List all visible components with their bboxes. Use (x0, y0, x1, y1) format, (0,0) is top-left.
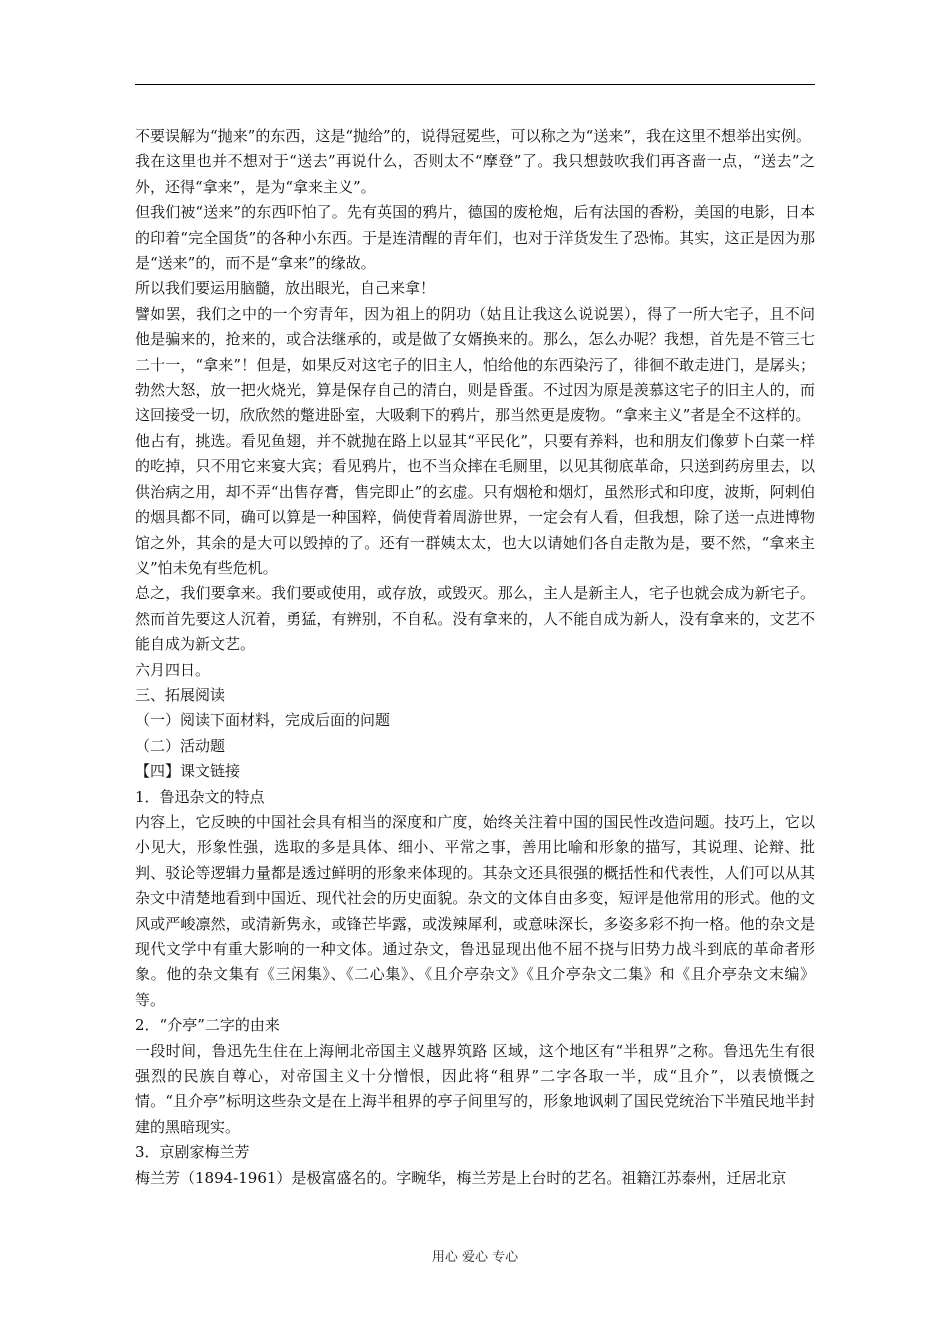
section-heading-extended-reading: 三、拓展阅读 (135, 685, 226, 704)
item-heading-1: 1．鲁迅杂文的特点 (135, 787, 265, 806)
paragraph-7: 总之，我们要拿来。我们要或使用，或存放，或毁灭。那么，主人是新主人，宅子也就会成为新宅子。然而首先要这人沉着，勇猛，有辨别，不自私。没有拿来的，人不能自成为新人，没有拿来的，文艺不能自成为新文艺。 (135, 584, 815, 654)
subsection-reading-material: （一）阅读下面材料，完成后面的问题 (135, 711, 391, 730)
paragraph-jieting-origin: 一段时间，鲁迅先生住在上海闸北帝国主义越界筑路 区域，这个地区有“半租界”之称。鲁迅先生有很强烈的民族自尊心，对帝国主义十分憎恨，因此将“租界”二字各取一半，成“且介”，以表愤慨之情。“且介亭”标明这些杂文是在上海半租界的亭子间里写的，形象地讽刺了国民党统治下半殖民地半封建的黑暗现实。 (135, 1041, 815, 1136)
header-rule (135, 84, 815, 85)
paragraph-2: 我在这里也并不想对于“送去”再说什么，否则太不“摩登”了。我只想鼓吹我们再吝啬一点，“送去”之外，还得“拿来”，是为“拿来主义”。 (135, 152, 815, 196)
date-line: 六月四日。 (135, 660, 211, 679)
item-heading-3: 3．京剧家梅兰芳 (135, 1143, 250, 1162)
section-heading-text-links: 【四】课文链接 (135, 762, 241, 781)
document-body (135, 124, 815, 1191)
subsection-activity: （二）活动题 (135, 736, 226, 755)
paragraph-4: 所以我们要运用脑髓，放出眼光，自己来拿！ (135, 279, 436, 298)
paragraph-1: 不要误解为“抛来”的东西，这是“抛给”的，说得冠冕些，可以称之为“送来”，我在这里不想举出实例。 (135, 127, 812, 145)
paragraph-5: 譬如罢，我们之中的一个穷青年，因为祖上的阴功（姑且让我这么说说罢），得了一所大宅子，且不问他是骗来的，抢来的，或合法继承的，或是做了女婿换来的。那么，怎么办呢？我想，首先是不管三七二十一，“拿来”！但是，如果反对这宅子的旧主人，怕给他的东西染污了，徘徊不敢走进门，是孱头；勃然大怒，放一把火烧光，算是保存自己的清白，则是昏蛋。不过因为原是羡慕这宅子的旧主人的，而这回接受一切，欣欣然的蹩进卧室，大吸剩下的鸦片，那当然更是废物。“拿来主义”者是全不这样的。 (135, 304, 815, 425)
paragraph-mei-lanfang: 梅兰芳（1894-1961）是极富盛名的。字畹华，梅兰芳是上台时的艺名。祖籍江苏泰州，迁居北京 (135, 1168, 787, 1187)
paragraph-luxun-essay-features: 内容上，它反映的中国社会具有相当的深度和广度，始终关注着中国的国民性改造问题。技巧上，它以小见大，形象性强，选取的多是具体、细小、平常之事，善用比喻和形象的描写，其说理、论辩、批判、驳论等逻辑力量都是透过鲜明的形象来体现的。其杂文还具很强的概括性和代表性，人们可以从其杂文中清楚地看到中国近、现代社会的历史面貌。杂文的文体自由多变，短评是他常用的形式。他的文风或严峻凛然，或清新隽永，或锋芒毕露，或泼辣犀利，或意味深长，多姿多彩不拘一格。他的杂文是现代文学中有重大影响的一种文体。通过杂文，鲁迅显现出他不屈不挠与旧势力战斗到底的革命者形象。他的杂文集有《三闲集》、《二心集》、《且介亭杂文》《且介亭杂文二集》和《且介亭杂文末编》等。 (135, 812, 815, 1009)
page-footer: 用心 爱心 专心 (431, 1250, 519, 1265)
paragraph-6: 他占有，挑选。看见鱼翅，并不就抛在路上以显其“平民化”，只要有养料，也和朋友们像萝卜白菜一样的吃掉，只不用它来宴大宾；看见鸦片，也不当众摔在毛厕里，以见其彻底革命，只送到药房里去，以供治病之用，却不弄“出售存膏，售完即止”的玄虚。只有烟枪和烟灯，虽然形式和印度，波斯，阿剌伯的烟具都不同，确可以算是一种国粹，倘使背着周游世界，一定会有人看，但我想，除了送一点进博物馆之外，其余的是大可以毁掉的了。还有一群姨太太，也大以请她们各自走散为是，要不然，“拿来主义”怕未免有些危机。 (135, 431, 815, 577)
paragraph-3: 但我们被“送来”的东西吓怕了。先有英国的鸦片，德国的废枪炮，后有法国的香粉，美国的电影，日本的印着“完全国货”的各种小东西。于是连清醒的青年们，也对于洋货发生了恐怖。其实，这正是因为那是“送来”的，而不是“拿来”的缘故。 (135, 203, 815, 273)
item-heading-2: 2．“介亭”二字的由来 (135, 1016, 280, 1035)
